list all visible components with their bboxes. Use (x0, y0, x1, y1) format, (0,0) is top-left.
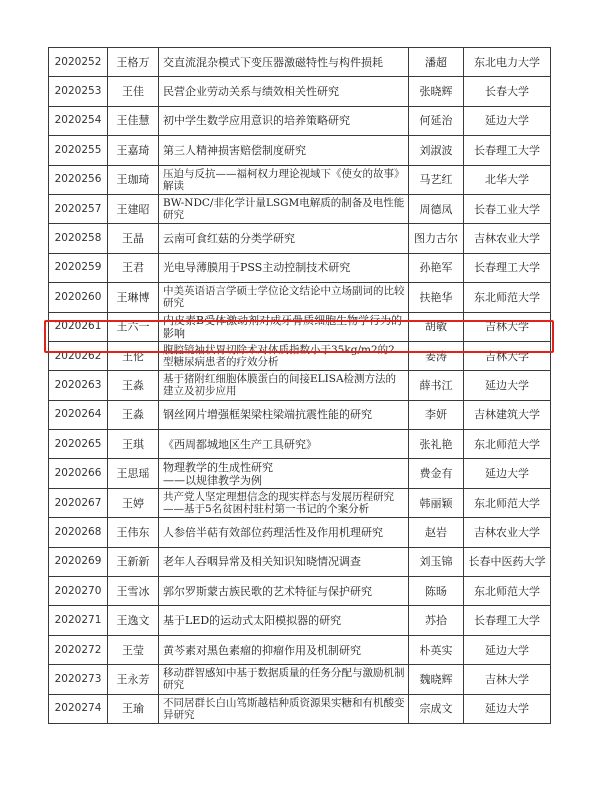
cell-advisor: 图力古尔 (409, 224, 464, 253)
cell-university: 东北师范大学 (464, 283, 551, 312)
cell-university: 延边大学 (464, 459, 551, 488)
cell-thesis-title: 第三人精神损害赔偿制度研究 (159, 136, 409, 165)
cell-student-name: 王思瑶 (108, 459, 159, 488)
cell-university: 长春理工大学 (464, 606, 551, 635)
cell-university: 东北电力大学 (464, 48, 551, 77)
cell-student-name: 王格万 (108, 48, 159, 77)
cell-university: 吉林农业大学 (464, 518, 551, 547)
cell-university: 东北师范大学 (464, 577, 551, 606)
cell-thesis-title: 内皮素B受体激动剂对成牙骨质细胞生物学行为的影响 (159, 312, 409, 341)
cell-advisor: 潘超 (409, 48, 464, 77)
cell-advisor: 宗成文 (409, 694, 464, 723)
cell-university: 长春大学 (464, 77, 551, 106)
cell-university: 延边大学 (464, 371, 551, 400)
cell-thesis-title: 光电导薄膜用于PSS主动控制技术研究 (159, 253, 409, 282)
cell-student-name: 王逸文 (108, 606, 159, 635)
cell-number: 2020272 (49, 635, 108, 664)
cell-advisor: 扶艳华 (409, 283, 464, 312)
cell-number: 2020266 (49, 459, 108, 488)
cell-advisor: 赵岩 (409, 518, 464, 547)
cell-student-name: 王瑜 (108, 694, 159, 723)
cell-thesis-title: 基于LED的运动式太阳模拟器的研究 (159, 606, 409, 635)
cell-advisor: 李妍 (409, 400, 464, 429)
table-row (49, 371, 551, 400)
cell-thesis-title: 腹腔镜袖状胃切除术对体质指数小于35kg/m2的2型糖尿病患者的疗效分析 (159, 341, 409, 370)
cell-university: 长春工业大学 (464, 194, 551, 223)
cell-number: 2020259 (49, 253, 108, 282)
cell-number: 2020261 (49, 312, 108, 341)
cell-number: 2020252 (49, 48, 108, 77)
cell-student-name: 王琳博 (108, 283, 159, 312)
cell-advisor: 费金有 (409, 459, 464, 488)
cell-university: 吉林建筑大学 (464, 400, 551, 429)
cell-thesis-title: 物理教学的生成性研究 ——以规律教学为例 (159, 459, 409, 488)
cell-number: 2020257 (49, 194, 108, 223)
cell-university: 长春理工大学 (464, 253, 551, 282)
table-row (49, 283, 551, 312)
cell-student-name: 王永芳 (108, 665, 159, 694)
cell-university: 吉林农业大学 (464, 224, 551, 253)
cell-university: 延边大学 (464, 635, 551, 664)
cell-advisor: 马艺红 (409, 165, 464, 194)
cell-thesis-title: 《西周都城地区生产工具研究》 (159, 430, 409, 459)
cell-thesis-title: 压迫与反抗——福柯权力理论视域下《使女的故事》解读 (159, 165, 409, 194)
cell-thesis-title: 老年人吞咽异常及相关知识知晓情况调查 (159, 547, 409, 576)
cell-student-name: 王莹 (108, 635, 159, 664)
cell-number: 2020258 (49, 224, 108, 253)
cell-student-name: 王嘉琦 (108, 136, 159, 165)
cell-advisor: 陈旸 (409, 577, 464, 606)
cell-number: 2020253 (49, 77, 108, 106)
cell-university: 北华大学 (464, 165, 551, 194)
cell-university: 长春中医药大学 (464, 547, 551, 576)
thesis-award-table (48, 47, 551, 724)
cell-student-name: 王六一 (108, 312, 159, 341)
table-row (49, 106, 551, 135)
cell-thesis-title: 人参倍半萜有效部位药理活性及作用机理研究 (159, 518, 409, 547)
table-row (49, 577, 551, 606)
cell-student-name: 王婷 (108, 488, 159, 517)
cell-number: 2020271 (49, 606, 108, 635)
table-row (49, 430, 551, 459)
cell-student-name: 王淼 (108, 371, 159, 400)
cell-number: 2020256 (49, 165, 108, 194)
table-row (49, 547, 551, 576)
cell-student-name: 王君 (108, 253, 159, 282)
cell-student-name: 王淼 (108, 400, 159, 429)
cell-number: 2020265 (49, 430, 108, 459)
table-row (49, 48, 551, 77)
cell-thesis-title: 郭尔罗斯蒙古族民歌的艺术特征与保护研究 (159, 577, 409, 606)
cell-student-name: 王琪 (108, 430, 159, 459)
cell-number: 2020263 (49, 371, 108, 400)
cell-thesis-title: 中美英语语言学硕士学位论文结论中立场副词的比较研究 (159, 283, 409, 312)
cell-student-name: 王伟东 (108, 518, 159, 547)
cell-number: 2020254 (49, 106, 108, 135)
cell-thesis-title: 民营企业劳动关系与绩效相关性研究 (159, 77, 409, 106)
cell-advisor: 张晓辉 (409, 77, 464, 106)
cell-university: 东北师范大学 (464, 488, 551, 517)
cell-thesis-title: 共产党人坚定理想信念的现实样态与发展历程研究——基于5名贫困村驻村第一书记的个案分析 (159, 488, 409, 517)
cell-thesis-title: 黄芩素对黑色素瘤的抑瘤作用及机制研究 (159, 635, 409, 664)
cell-student-name: 王晶 (108, 224, 159, 253)
table-row (49, 488, 551, 517)
table-row (49, 194, 551, 223)
cell-student-name: 王佳慧 (108, 106, 159, 135)
cell-number: 2020262 (49, 341, 108, 370)
cell-advisor: 姜涛 (409, 341, 464, 370)
cell-university: 吉林大学 (464, 341, 551, 370)
table-row (49, 136, 551, 165)
table-row (49, 400, 551, 429)
cell-thesis-title: 移动群智感知中基于数据质量的任务分配与激励机制研究 (159, 665, 409, 694)
cell-student-name: 王伦 (108, 341, 159, 370)
cell-thesis-title: 不同居群长白山笃斯越桔种质资源果实糖和有机酸变异研究 (159, 694, 409, 723)
cell-student-name: 王佳 (108, 77, 159, 106)
table-row (49, 165, 551, 194)
cell-university: 东北师范大学 (464, 430, 551, 459)
cell-thesis-title: 云南可食红菇的分类学研究 (159, 224, 409, 253)
cell-advisor: 胡敏 (409, 312, 464, 341)
cell-advisor: 孙艳军 (409, 253, 464, 282)
cell-advisor: 周德凤 (409, 194, 464, 223)
cell-university: 延边大学 (464, 106, 551, 135)
cell-advisor: 魏晓辉 (409, 665, 464, 694)
table-row (49, 312, 551, 341)
table-row (49, 635, 551, 664)
table-body (49, 48, 551, 724)
cell-advisor: 薛书江 (409, 371, 464, 400)
cell-student-name: 王珈琦 (108, 165, 159, 194)
cell-number: 2020268 (49, 518, 108, 547)
cell-thesis-title: 初中学生数学应用意识的培养策略研究 (159, 106, 409, 135)
cell-university: 吉林大学 (464, 665, 551, 694)
table-row (49, 77, 551, 106)
table-row (49, 224, 551, 253)
cell-number: 2020274 (49, 694, 108, 723)
table-row (49, 518, 551, 547)
cell-thesis-title: BW-NDC/非化学计量LSGM电解质的制备及电性能研究 (159, 194, 409, 223)
cell-university: 吉林大学 (464, 312, 551, 341)
cell-number: 2020264 (49, 400, 108, 429)
cell-advisor: 刘玉锦 (409, 547, 464, 576)
cell-advisor: 朴英实 (409, 635, 464, 664)
cell-thesis-title: 基于猪附红细胞体膜蛋白的间接ELISA检测方法的建立及初步应用 (159, 371, 409, 400)
cell-number: 2020269 (49, 547, 108, 576)
table-row (49, 459, 551, 488)
table-row (49, 341, 551, 370)
cell-number: 2020270 (49, 577, 108, 606)
table-row (49, 665, 551, 694)
cell-advisor: 何延治 (409, 106, 464, 135)
cell-advisor: 韩丽颖 (409, 488, 464, 517)
cell-university: 长春理工大学 (464, 136, 551, 165)
cell-number: 2020267 (49, 488, 108, 517)
table-row (49, 694, 551, 723)
cell-thesis-title: 钢丝网片增强框架梁柱梁端抗震性能的研究 (159, 400, 409, 429)
cell-advisor: 刘淑波 (409, 136, 464, 165)
cell-number: 2020255 (49, 136, 108, 165)
cell-student-name: 王建昭 (108, 194, 159, 223)
cell-student-name: 王雪冰 (108, 577, 159, 606)
cell-thesis-title: 交直流混杂模式下变压器激磁特性与构件损耗 (159, 48, 409, 77)
table-row (49, 253, 551, 282)
cell-student-name: 王新新 (108, 547, 159, 576)
cell-number: 2020273 (49, 665, 108, 694)
cell-university: 延边大学 (464, 694, 551, 723)
cell-number: 2020260 (49, 283, 108, 312)
cell-advisor: 张礼艳 (409, 430, 464, 459)
table-row (49, 606, 551, 635)
cell-advisor: 苏拾 (409, 606, 464, 635)
